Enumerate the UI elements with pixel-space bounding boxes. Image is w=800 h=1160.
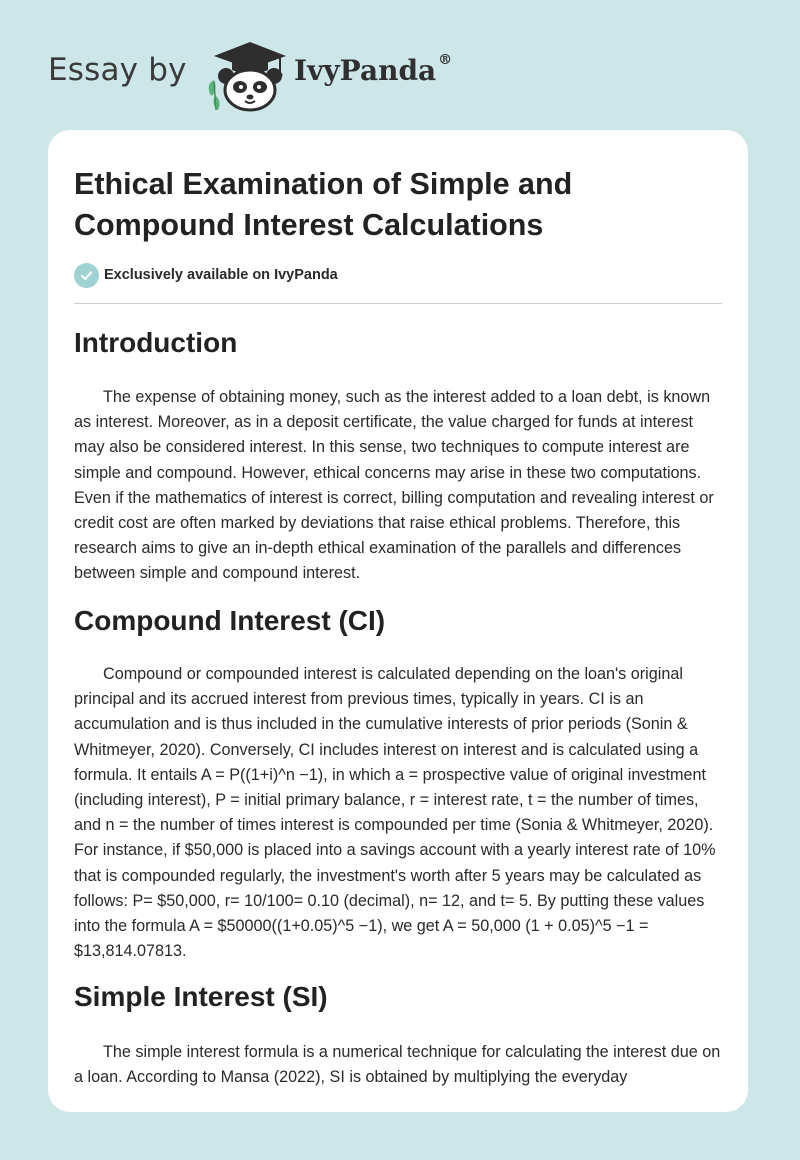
essay-title: Ethical Examination of Simple and Compound Interest Calculations [74, 167, 573, 242]
panda-graduate-logo-icon [204, 36, 290, 112]
section-paragraph-compound-interest: Compound or compounded interest is calculated depending on the loan's original principal and its accrued interest from previous times, typically in years. CI is an accumulation and is thus included in the cumulative interests of prior periods (Sonin & Whitmeyer, 2020). Conversely, CI includes interest on interest and is calculated using a formula. It entails A = P((1+i)^n −1), in which a = prospective value of original investment (including interest), P = initial primary balance, r = interest rate, t = the number of times, and n = the number of times interest is compounded per time (Sonia & Whitmeyer, 2020). For instance, if $50,000 is placed into a savings account with a yearly interest rate of 10% that is compounded regularly, the investment's worth after 5 years may be calculated as follows: P= $50,000, r= 10/100= 0.10 (decimal), n= 12, and t= 5. By putting these values into the formula A = $50000((1+0.05)^5 −1), we get A = 50,000 (1 + 0.05)^5 −1 = $13,814.07813. [74, 665, 716, 961]
essay-card [48, 130, 748, 1112]
brand-name-text: IvyPanda [294, 54, 437, 87]
registered-mark: ® [438, 52, 453, 68]
section-heading-introduction: Introduction [74, 327, 238, 358]
title-divider [74, 303, 722, 304]
section-heading-compound-interest: Compound Interest (CI) [74, 605, 386, 636]
check-icon [74, 263, 99, 288]
section-paragraph-simple-interest: The simple interest formula is a numerical technique for calculating the interest due on a loan. According to Mansa (2022), SI is obtained by multiplying the everyday [74, 1043, 721, 1087]
essay-by-label: Essay by [48, 52, 187, 88]
brand-name[interactable] [294, 54, 452, 87]
section-paragraph-introduction: The expense of obtaining money, such as the interest added to a loan debt, is known as interest. Moreover, as in a deposit certificate, the value charged for funds at interest may also be considered interest. In this sense, two techniques to compute interest are simple and compound. However, ethical concerns may arise in these two computations. Even if the mathematics of interest is correct, billing computation and revealing interest or credit cost are often marked by deviations that raise ethical problems. Therefore, this research aims to give an in-depth ethical examination of the parallels and differences between simple and compound interest. [74, 388, 714, 583]
section-heading-simple-interest: Simple Interest (SI) [74, 981, 328, 1012]
exclusive-badge [74, 262, 338, 288]
exclusive-label: Exclusively available on IvyPanda [104, 267, 338, 283]
site-header [48, 32, 468, 112]
